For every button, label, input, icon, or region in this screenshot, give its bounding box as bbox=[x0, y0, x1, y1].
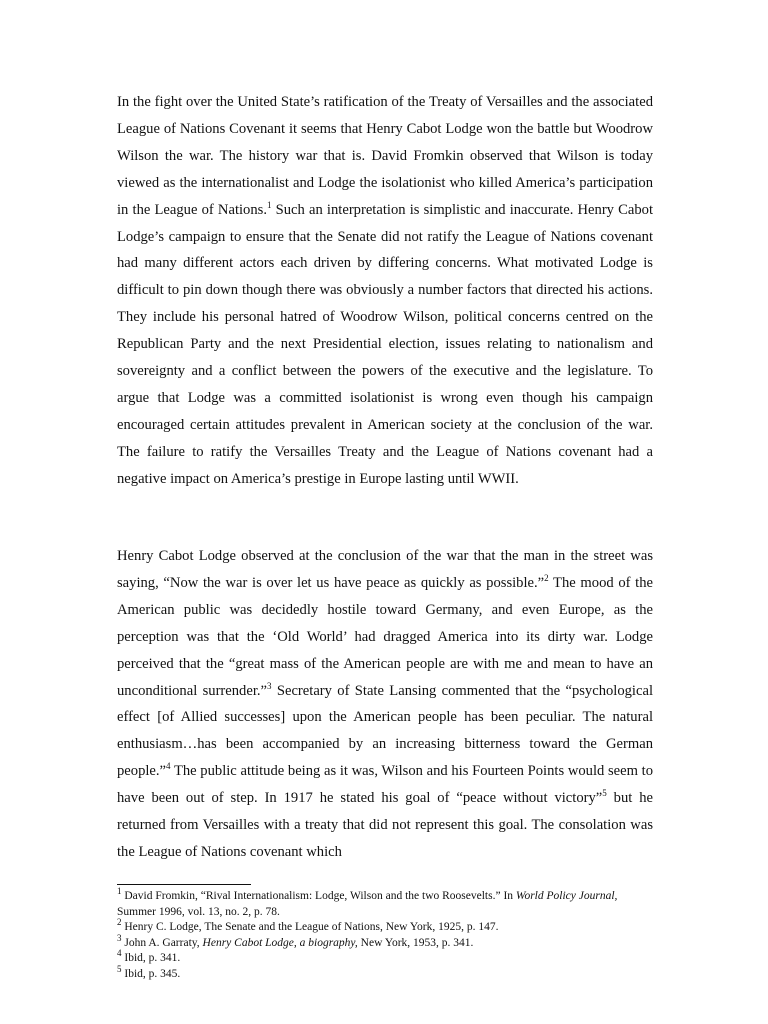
paragraph-text: Secretary of State Lansing commented that the “psychological effect [of Allied successes] upon the American people has been peculiar. The natural enthusiasm…has been accompanied by an increasing bitterness toward the German people.” bbox=[117, 682, 653, 780]
paragraph-text: but he returned from Versailles with a treaty that did not represent this goal. The consolation was the League of Nations covenant which bbox=[117, 790, 653, 860]
footnote-ref-1: 1 bbox=[266, 199, 272, 210]
footnote-2 bbox=[117, 917, 653, 936]
footnote-3 bbox=[117, 932, 653, 952]
footnote-text: Ibid, p. 341. bbox=[121, 952, 181, 964]
footnote-text: Summer 1996, vol. 13, no. 2, p. 78. bbox=[117, 905, 280, 918]
footnote-ref-2: 2 bbox=[544, 573, 549, 584]
footnotes bbox=[117, 886, 653, 982]
body-paragraph-1 bbox=[117, 89, 653, 493]
paragraph-text: Henry Cabot Lodge observed at the conclusion of the war that the man in the street was saying, “Now the war is over let us have peace as quickly as possible.” bbox=[117, 548, 653, 591]
footnote-text: David Fromkin, “Rival Internationalism: Lodge, Wilson and the two Roosevelts.” In bbox=[121, 890, 516, 902]
paragraph-text: In the fight over the United State’s ratification of the Treaty of Versailles and the associated League of Nations Covenant it seems that Henry Cabot Lodge won the battle but Woodrow Wilson the war. The history war that is. David Fromkin observed that Wilson is today viewed as the internationalist and Lodge the isolationist who killed America’s participation in the League of Nations. bbox=[117, 94, 653, 218]
footnote-number: 3 bbox=[117, 932, 122, 943]
footnote-ref-4: 4 bbox=[166, 761, 171, 772]
footnote-italic: World Policy Journal, bbox=[515, 890, 618, 902]
footnote-text: New York, 1953, p. 341. bbox=[357, 936, 474, 949]
footnote-separator bbox=[117, 884, 251, 885]
footnote-ref-3: 3 bbox=[267, 680, 272, 691]
paragraph-text: The public attitude being as it was, Wilson and his Fourteen Points would seem to have been out of step. In 1917 he stated his goal of “peace without victory” bbox=[117, 763, 653, 807]
footnote-number: 4 bbox=[117, 948, 122, 959]
footnote-5 bbox=[117, 963, 653, 983]
footnote-number: 2 bbox=[117, 917, 122, 928]
paragraph-text: The mood of the American public was decidedly hostile toward Germany, and even Europe, as the perception was that the ‘Old World’ had dragged America into its dirty war. Lodge perceived that the “great mass of the American people are with me and mean to have an unconditional surrender.” bbox=[117, 574, 653, 699]
footnote-italic: Henry Cabot Lodge, a biography, bbox=[202, 936, 358, 949]
footnote-text: Ibid, p. 345. bbox=[121, 967, 181, 980]
footnote-number: 1 bbox=[117, 886, 122, 897]
footnote-number: 5 bbox=[117, 963, 122, 974]
paragraph-text: Such an interpretation is simplistic and inaccurate. Henry Cabot Lodge’s campaign to ensure that the Senate did not ratify the League of Nations covenant had many different actors each driven by differing concerns. What motivated Lodge is difficult to pin down though there was obviously a number factors that directed his actions. They include his personal hatred of Woodrow Wilson, political concerns centred on the Republican Party and the next Presidential election, issues relating to nationalism and sovereignty and a conflict between the powers of the executive and the legislature. To argue that Lodge was a committed isolationist is wrong even though his campaign encouraged certain attitudes prevalent in American society at the conclusion of the war. The failure to ratify the Versailles Treaty and the League of Nations covenant had a negative impact on America’s prestige in Europe lasting until WWII. bbox=[117, 201, 654, 487]
footnote-text: Henry C. Lodge, The Senate and the League of Nations, New York, 1925, p. 147. bbox=[121, 921, 499, 933]
footnote-1 bbox=[117, 886, 653, 920]
footnote-text: John A. Garraty, bbox=[121, 936, 203, 949]
footnote-4 bbox=[117, 948, 653, 967]
body-paragraph-2 bbox=[117, 543, 653, 866]
footnote-ref-5: 5 bbox=[602, 788, 607, 799]
